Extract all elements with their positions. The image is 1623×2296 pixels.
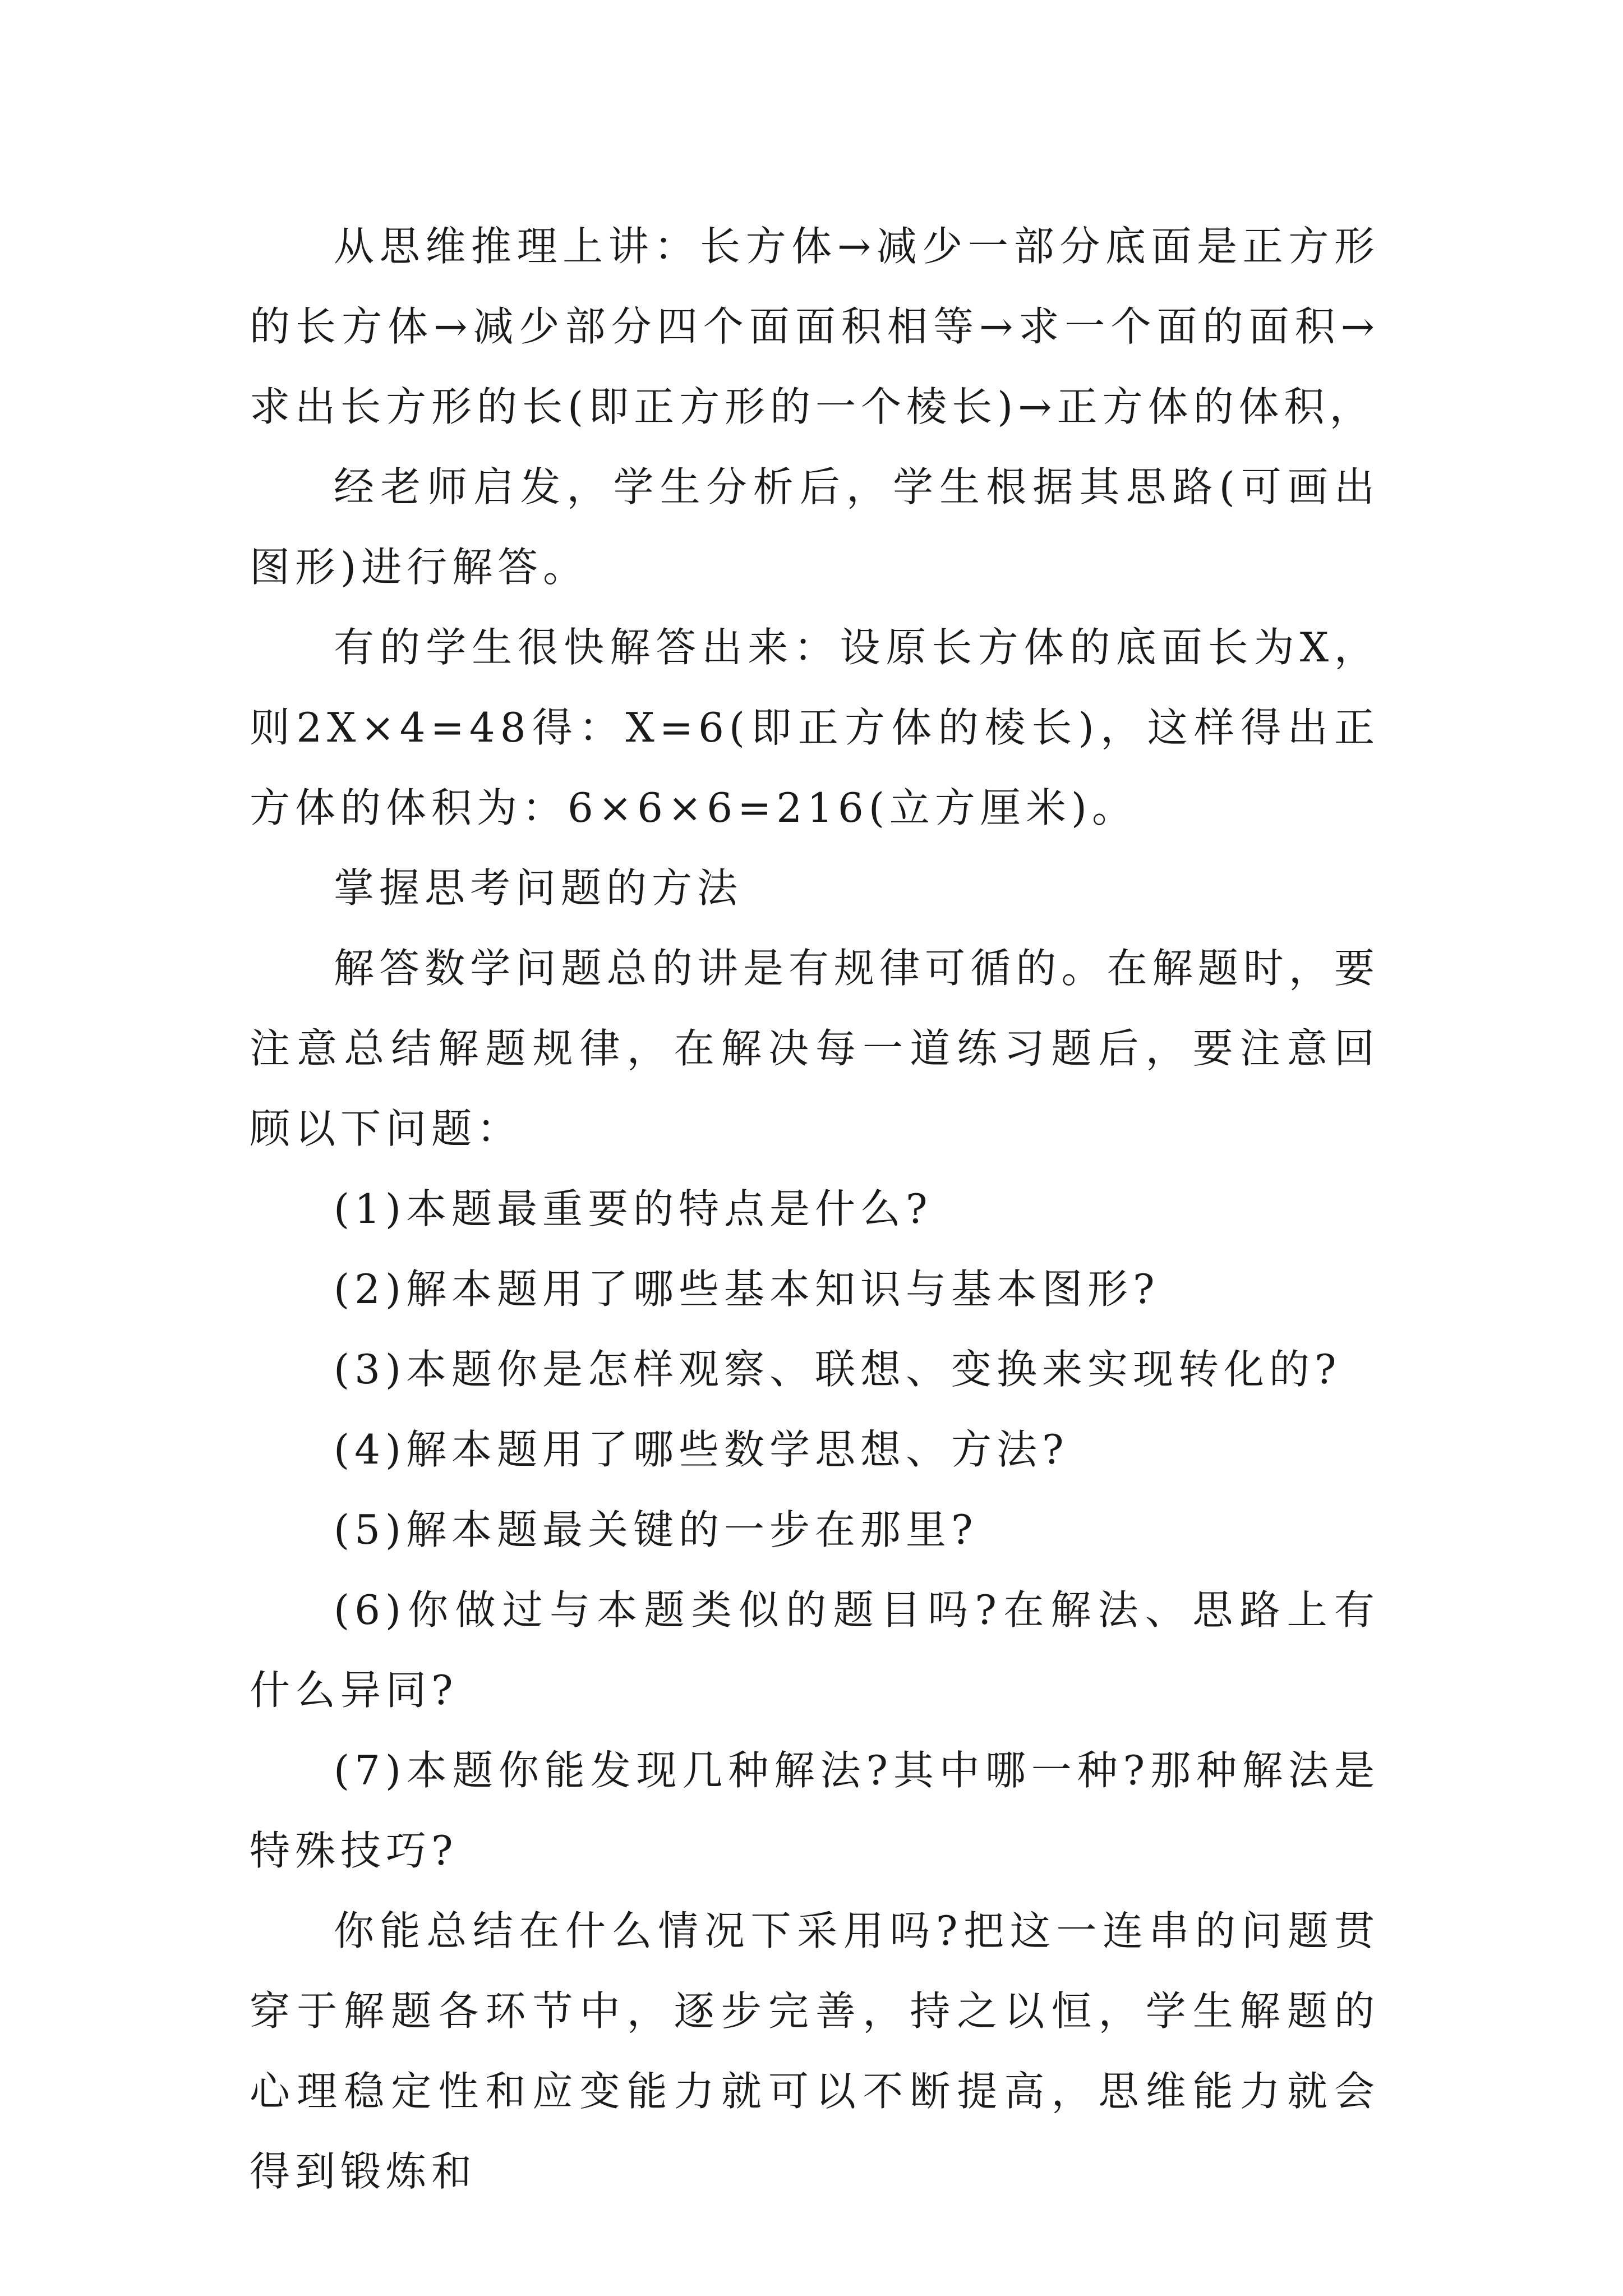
list-item: (7)本题你能发现几种解法?其中哪一种?那种解法是特殊技巧?	[250, 1747, 1380, 1874]
paragraph-reasoning-chain: 从思维推理上讲：长方体→减少一部分底面是正方形的长方体→减少部分四个面面积相等→求一个面的面积→求出长方形的长(即正方形的一个棱长)→正方体的体积，	[250, 223, 1380, 430]
paragraph-summary: 你能总结在什么情况下采用吗?把这一连串的问题贯穿于解题各环节中，逐步完善，持之以恒，学生解题的心理稳定性和应变能力就可以不断提高，思维能力就会得到锻炼和	[250, 1907, 1380, 2195]
paragraph-teacher-guidance: 经老师启发，学生分析后，学生根据其思路(可画出图形)进行解答。	[250, 463, 1380, 591]
section-heading: 掌握思考问题的方法	[334, 864, 743, 912]
list-item: (1)本题最重要的特点是什么?	[334, 1185, 933, 1232]
paragraph-method-intro: 解答数学问题总的讲是有规律可循的。在解题时，要注意总结解题规律，在解决每一道练习题后，要注意回顾以下问题：	[250, 945, 1380, 1152]
list-item: (6)你做过与本题类似的题目吗?在解法、思路上有什么异同?	[250, 1586, 1380, 1714]
body-text	[250, 206, 1380, 2212]
list-item: (2)解本题用了哪些基本知识与基本图形?	[334, 1266, 1160, 1313]
list-item: (4)解本题用了哪些数学思想、方法?	[334, 1426, 1069, 1473]
list-item: (3)本题你是怎样观察、联想、变换来实现转化的?	[334, 1346, 1341, 1393]
list-item: (5)解本题最关键的一步在那里?	[334, 1506, 978, 1553]
paragraph-student-solution: 有的学生很快解答出来：设原长方体的底面长为X，则2X×4=48得：X=6(即正方体的棱长)，这样得出正方体的体积为：6×6×6=216(立方厘米)。	[250, 624, 1380, 831]
